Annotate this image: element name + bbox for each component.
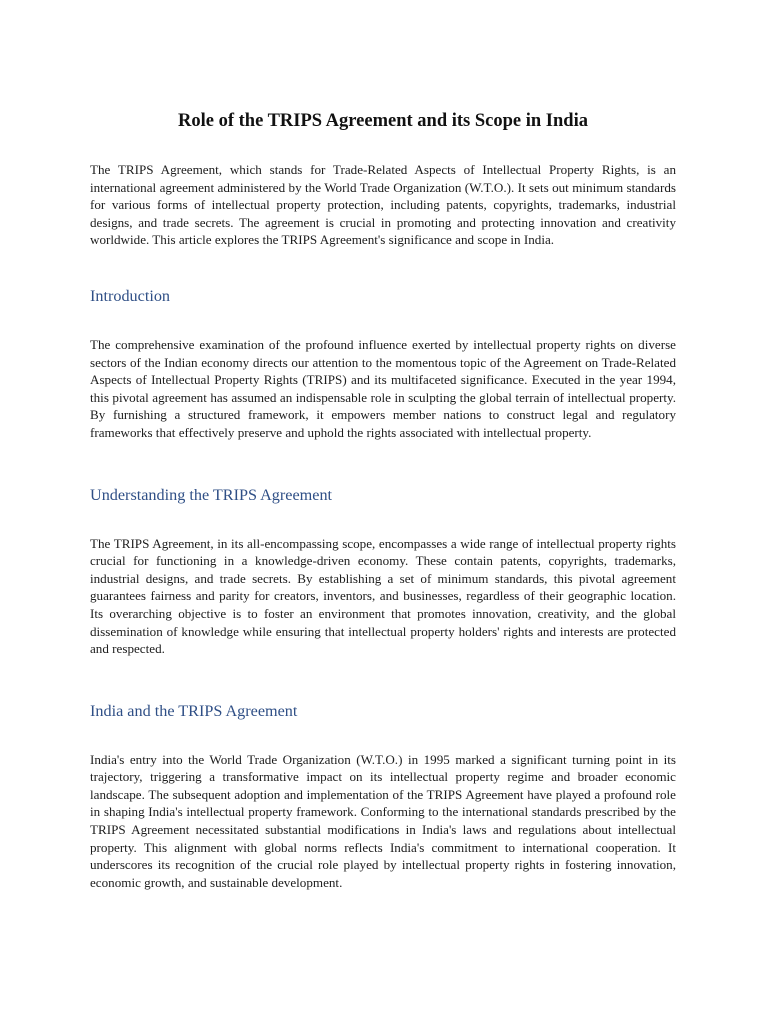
section-heading-understanding-trips: Understanding the TRIPS Agreement xyxy=(90,485,333,504)
section-paragraph-india-trips: India's entry into the World Trade Organization (W.T.O.) in 1995 marked a significant turning point in its trajectory, triggering a transformative impact on its intellectual property regime and broader economic landscape. The subsequent adoption and implementation of the TRIPS Agreement have played a profound role in shaping India's intellectual property framework. Conforming to the international standards prescribed by the TRIPS Agreement necessitated substantial modifications in India's laws and regulations about intellectual property. This alignment with global norms reflects India's commitment to international cooperation. It underscores its recognition of the crucial role played by intellectual property rights in fostering innovation, economic growth, and sustainable development. xyxy=(90,751,676,890)
section-heading-india-trips: India and the TRIPS Agreement xyxy=(90,701,298,720)
section-heading-introduction: Introduction xyxy=(90,286,171,305)
section-paragraph-introduction: The comprehensive examination of the profound influence exerted by intellectual property rights on diverse sectors of the Indian economy directs our attention to the momentous topic of the Agreement on Trade-Related Aspects of Intellectual Property Rights (TRIPS) and its multifaceted significance. Executed in the year 1994, this pivotal agreement has assumed an indispensable role in sculpting the global terrain of intellectual property. By furnishing a structured framework, it empowers member nations to construct legal and regulatory frameworks that effectively preserve and uphold the rights associated with intellectual property. xyxy=(90,336,676,440)
page-title: Role of the TRIPS Agreement and its Scope in India xyxy=(178,111,588,131)
section-paragraph-understanding-trips: The TRIPS Agreement, in its all-encompassing scope, encompasses a wide range of intellectual property rights crucial for functioning in a knowledge-driven economy. These contain patents, copyrights, trademarks, industrial designs, and trade secrets. By establishing a set of minimum standards, this pivotal agreement guarantees fairness and parity for creators, inventors, and businesses, regardless of their geographic location. Its overarching objective is to foster an environment that promotes innovation, creativity, and the global dissemination of knowledge while ensuring that intellectual property holders' rights and interests are protected and respected. xyxy=(90,535,676,657)
document-page xyxy=(90,0,676,891)
intro-paragraph: The TRIPS Agreement, which stands for Trade-Related Aspects of Intellectual Property Rights, is an international agreement administered by the World Trade Organization (W.T.O.). It sets out minimum standards for various forms of intellectual property protection, including patents, copyrights, trademarks, industrial designs, and trade secrets. The agreement is crucial in promoting and protecting innovation and creativity worldwide. This article explores the TRIPS Agreement's significance and scope in India. xyxy=(90,162,676,248)
